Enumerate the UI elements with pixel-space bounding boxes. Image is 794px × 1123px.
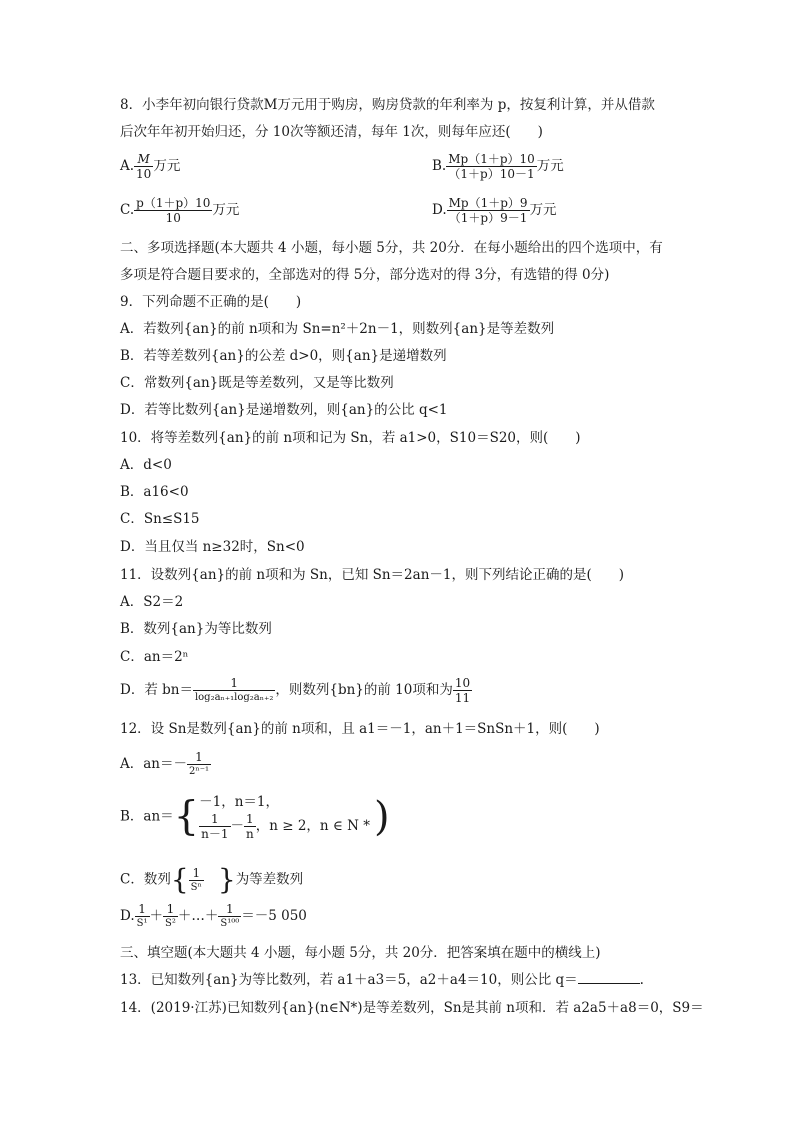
q11-option-a: A．S2＝2 bbox=[120, 594, 184, 610]
q12-c-suffix: 为等差数列 bbox=[235, 871, 304, 888]
q12-d-term-1-den: S¹ bbox=[136, 918, 148, 929]
q8-option-c bbox=[120, 196, 239, 225]
q11-d-value bbox=[453, 676, 472, 705]
q11-d-den: log₂aₙ₊₁log₂aₙ₊₂ bbox=[194, 692, 274, 703]
q8-d-fraction bbox=[447, 196, 530, 225]
q8-b-num: Mp（1＋p）10 bbox=[448, 152, 535, 166]
q8-option-b bbox=[432, 152, 564, 181]
q10-option-a: A．d<0 bbox=[120, 457, 172, 473]
q14-line: 14．(2019·江苏)已知数列{an}(n∈N*)是等差数列，Sn是其前 n项和．若 a2a5＋a8＝0，S9＝ bbox=[120, 1000, 704, 1016]
q12-b-left-brace: { bbox=[173, 793, 200, 840]
q12-d-term-1-num: 1 bbox=[135, 902, 150, 917]
q12-d-term-2-num: 1 bbox=[163, 902, 178, 917]
q11-d-mid: ，则数列{bn}的前 10项和为 bbox=[275, 682, 453, 698]
q8-c-den: 10 bbox=[165, 211, 181, 225]
q13-line bbox=[120, 971, 644, 989]
q8-a-suffix: 万元 bbox=[153, 158, 181, 174]
q8-c-num: p（1＋p）10 bbox=[136, 196, 211, 210]
q8-option-a bbox=[120, 152, 180, 181]
q12-b-cases bbox=[199, 792, 370, 841]
q12-c-left-brace: { bbox=[170, 863, 189, 896]
q13-text: 13．已知数列{an}为等比数列，若 a1＋a3＝5，a2＋a4＝10，则公比 q＝ bbox=[120, 972, 578, 988]
q8-a-label: A. bbox=[120, 158, 135, 174]
q12-b-case-1: －1，n＝1， bbox=[199, 794, 279, 810]
q12-d-dots: ＋…＋ bbox=[177, 908, 219, 924]
q11-d-label: D．若 bn＝ bbox=[120, 682, 193, 698]
q13-tail: . bbox=[639, 972, 644, 988]
q12-a-den: 2ⁿ⁻¹ bbox=[189, 766, 209, 777]
q8-c-label: C. bbox=[120, 202, 135, 218]
q12-option-d: D. $\frac{1}{\text{S¹}}$ ＋ $\frac{1}{\text{S²}}$ ＋…＋ $\frac{1}{\text{S¹⁰⁰}}$ ＝－5 050 bbox=[120, 902, 307, 929]
q8-a-den: 10 bbox=[136, 167, 152, 181]
q12-option-c bbox=[120, 860, 303, 900]
q9-option-a: A．若数列{an}的前 n项和为 Sn=n²＋2n－1，则数列{an}是等差数列 bbox=[120, 321, 555, 337]
section2-header-line-1: 二、多项选择题(本大题共 4 小题，每小题 5分，共 20分．在每小题给出的四个选项中，有 bbox=[120, 240, 663, 256]
q12-d-term-1 bbox=[135, 902, 150, 931]
q8-stem-line-1: 8．小李年初向银行贷款M万元用于购房，购房贷款的年利率为 p，按复利计算，并从借款 bbox=[120, 97, 655, 113]
q12-d-term-3-num: 1 bbox=[218, 902, 241, 917]
q13-answer-blank[interactable] bbox=[578, 971, 640, 984]
q11-d-value-num: 10 bbox=[454, 676, 471, 690]
q10-option-c: C．Sn≤S15 bbox=[120, 511, 200, 527]
q12-b-right-brace: ) bbox=[374, 793, 390, 840]
q12-a-label: A．an＝－ bbox=[120, 756, 187, 772]
q12-d-label: D. bbox=[120, 908, 135, 924]
q12-c-den: Sⁿ bbox=[190, 881, 202, 893]
q9-option-c: C．常数列{an}既是等差数列，又是等比数列 bbox=[120, 375, 394, 391]
q8-d-suffix: 万元 bbox=[529, 202, 557, 218]
q12-b-frac-1-num: 1 bbox=[199, 812, 230, 827]
q10-option-d: D．当且仅当 n≥32时，Sn<0 bbox=[120, 539, 305, 555]
q8-b-fraction bbox=[446, 152, 537, 181]
q9-option-d: D．若等比数列{an}是递增数列，则{an}的公比 q<1 bbox=[120, 402, 448, 418]
q12-b-frac-2-den: n bbox=[246, 827, 254, 841]
q12-b-frac-2 bbox=[244, 812, 256, 841]
q8-b-suffix: 万元 bbox=[536, 158, 564, 174]
q11-option-c: C．an＝2ⁿ bbox=[120, 649, 189, 665]
section2-header-line-2: 多项是符合题目要求的，全部选对的得 5分，部分选对的得 3分，有选错的得 0分) bbox=[120, 267, 610, 283]
q10-stem: 10．将等差数列{an}的前 n项和记为 Sn，若 a1>0，S10＝S20，则( ) bbox=[120, 430, 581, 446]
q11-d-num: 1 bbox=[193, 676, 275, 691]
q12-b-case-2-tail: ，n ≥ 2，n ∈ N * bbox=[255, 818, 371, 834]
q11-stem: 11．设数列{an}的前 n项和为 Sn，已知 Sn＝2an－1，则下列结论正确的是( ) bbox=[120, 567, 625, 583]
q8-stem-line-2: 后次年年初开始归还，分 10次等额还清，每年 1次，则每年应还( ) bbox=[120, 124, 543, 140]
q9-option-b: B．若等差数列{an}的公差 d>0，则{an}是递增数列 bbox=[120, 348, 447, 364]
q12-stem: 12．设 Sn是数列{an}的前 n项和，且 a1＝－1，an＋1＝SnSn＋1，则( ) bbox=[120, 721, 600, 737]
q8-c-suffix: 万元 bbox=[212, 202, 240, 218]
q12-d-result: ＝－5 050 bbox=[241, 908, 307, 924]
q12-c-label: C．数列 bbox=[120, 871, 171, 888]
q8-c-fraction bbox=[134, 196, 212, 225]
q8-option-d bbox=[432, 196, 557, 225]
q8-a-num: M bbox=[134, 152, 153, 167]
q12-b-minus: － bbox=[230, 818, 244, 834]
q10-option-b: B．a16<0 bbox=[120, 484, 189, 500]
q12-c-fraction bbox=[189, 866, 204, 895]
q11-option-d bbox=[120, 676, 472, 705]
q12-b-frac-2-num: 1 bbox=[244, 812, 256, 827]
q12-b-frac-1-den: n－1 bbox=[201, 827, 229, 841]
q12-b-label: B．an＝ bbox=[120, 808, 174, 825]
q11-d-fraction bbox=[193, 676, 275, 705]
q8-d-den: （1＋p）9－1 bbox=[448, 211, 528, 225]
q8-b-label: B. bbox=[432, 158, 447, 174]
q12-d-term-3 bbox=[218, 902, 241, 931]
q8-b-den: （1＋p）10－1 bbox=[448, 167, 535, 181]
section3-header: 三、填空题(本大题共 4 小题，每小题 5分，共 20分．把答案填在题中的横线上) bbox=[120, 945, 601, 961]
q12-d-term-2 bbox=[163, 902, 178, 931]
q12-d-term-2-den: S² bbox=[165, 918, 176, 929]
q12-b-frac-1 bbox=[199, 812, 230, 841]
q12-d-term-3-den: S¹⁰⁰ bbox=[220, 918, 240, 929]
q12-c-right-brace: } bbox=[217, 863, 236, 896]
q8-d-num: Mp（1＋p）9 bbox=[448, 196, 528, 210]
q12-option-b bbox=[120, 792, 390, 848]
q12-b-case-2 bbox=[199, 812, 370, 841]
q11-d-value-den: 11 bbox=[454, 691, 471, 705]
q8-d-label: D. bbox=[432, 202, 447, 218]
q12-c-num: 1 bbox=[189, 866, 204, 881]
q12-a-num: 1 bbox=[187, 750, 211, 765]
q12-option-a bbox=[120, 750, 211, 779]
q12-a-fraction bbox=[187, 750, 211, 779]
q8-a-fraction bbox=[134, 152, 153, 181]
q11-option-b: B．数列{an}为等比数列 bbox=[120, 621, 272, 637]
q9-stem: 9．下列命题不正确的是( ) bbox=[120, 294, 302, 310]
